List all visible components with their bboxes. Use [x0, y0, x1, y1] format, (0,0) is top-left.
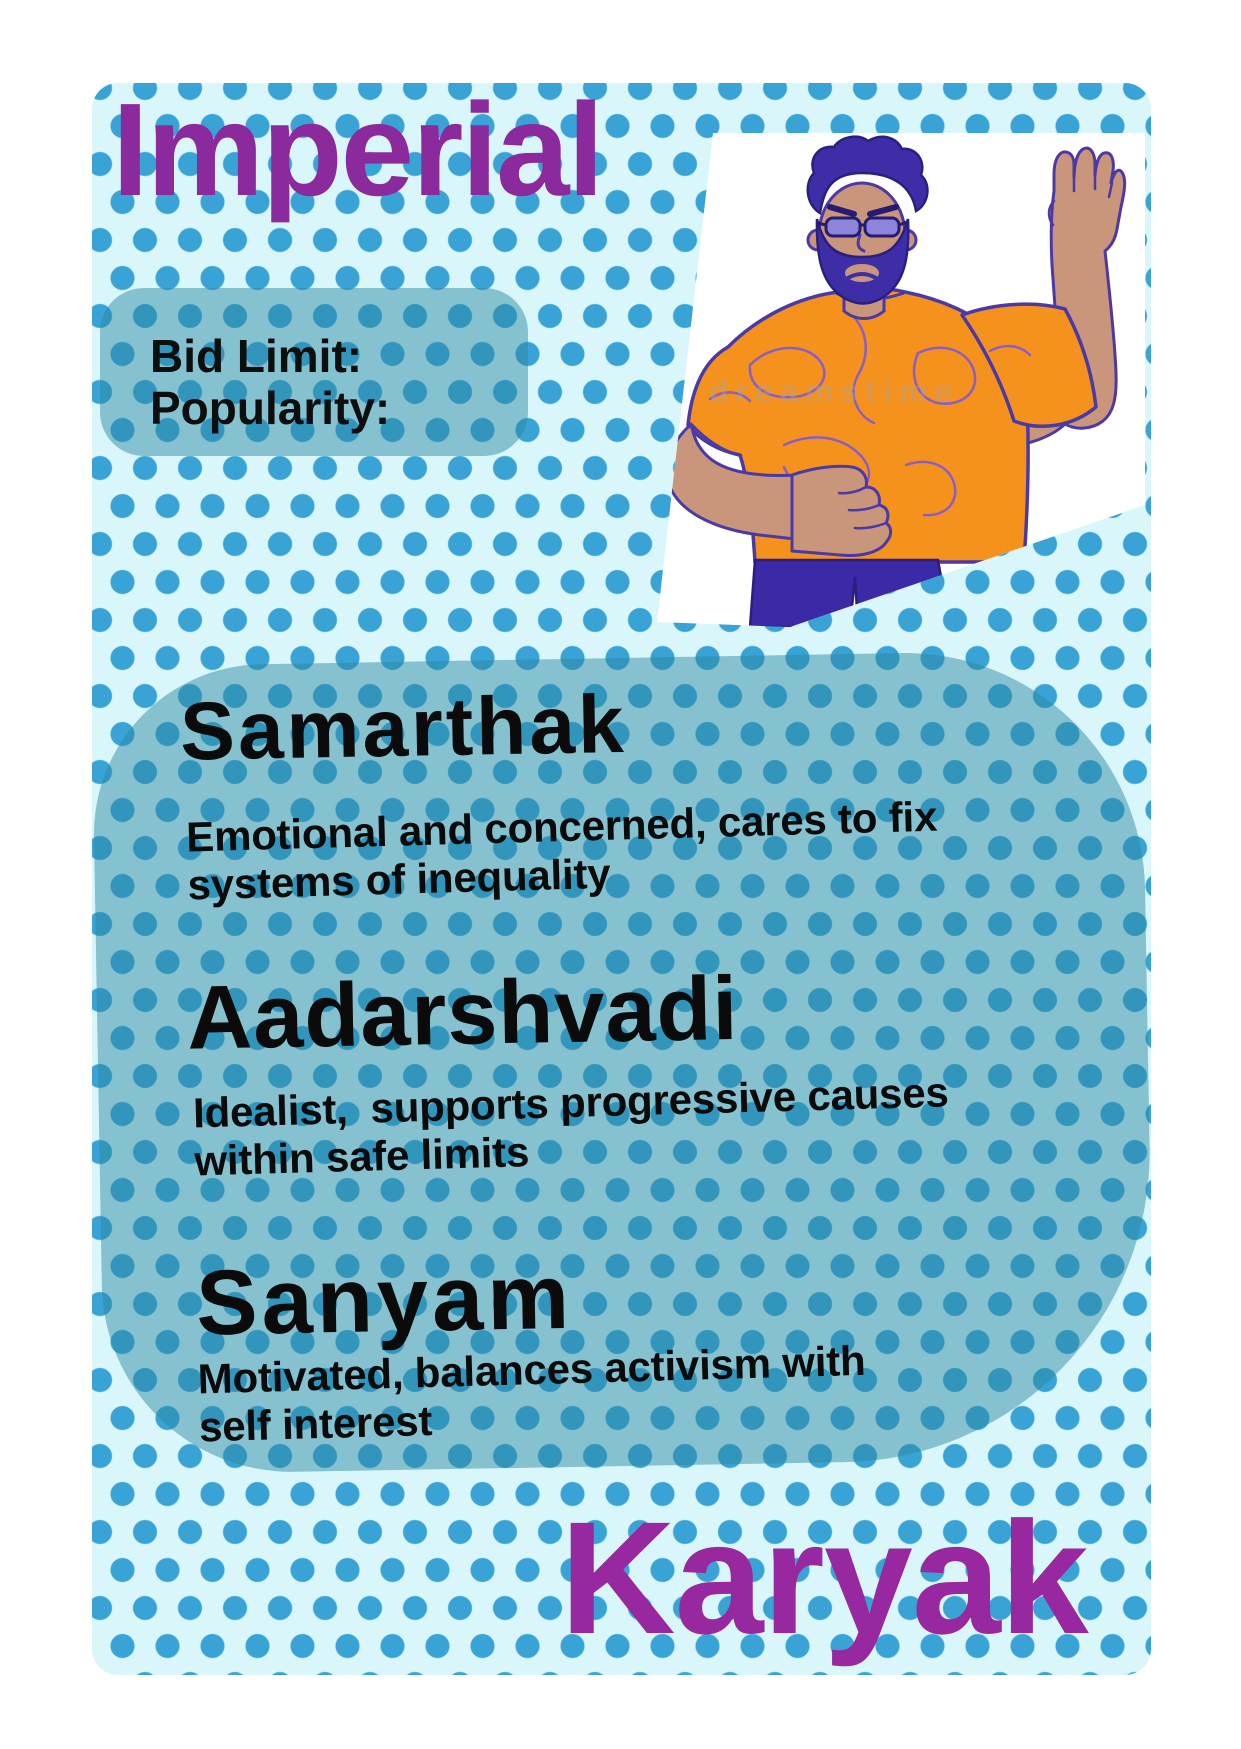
role-desc-line: systems of inequality	[186, 849, 612, 909]
role-desc-sanyam	[197, 1337, 867, 1452]
pants	[750, 560, 950, 627]
role-desc-line: self interest	[198, 1396, 433, 1451]
role-desc-aadarshvadi	[192, 1068, 950, 1185]
popularity-label: Popularity:	[150, 382, 391, 434]
role-desc-samarthak	[186, 793, 940, 910]
character-photo	[600, 115, 1145, 670]
role-name-aadarshvadi: Aadarshvadi	[186, 958, 740, 1069]
role-name-sanyam: Sanyam	[195, 1245, 574, 1355]
card-title-top: Imperial	[112, 76, 603, 223]
role-desc-line: within safe limits	[193, 1128, 530, 1185]
bid-limit-label: Bid Limit:	[150, 330, 363, 382]
roles-box	[91, 649, 1155, 1475]
role-desc-line: Idealist, supports progressive causes	[192, 1068, 950, 1137]
role-name-samarthak: Samarthak	[179, 678, 628, 778]
card-title-bottom: Karyak	[560, 1488, 1088, 1667]
stock-watermark: dreamstime	[709, 373, 959, 409]
role-desc-line: Emotional and concerned, cares to fix	[185, 792, 938, 861]
stats-text	[150, 330, 390, 434]
role-desc-line: Motivated, balances activism with	[197, 1336, 867, 1403]
